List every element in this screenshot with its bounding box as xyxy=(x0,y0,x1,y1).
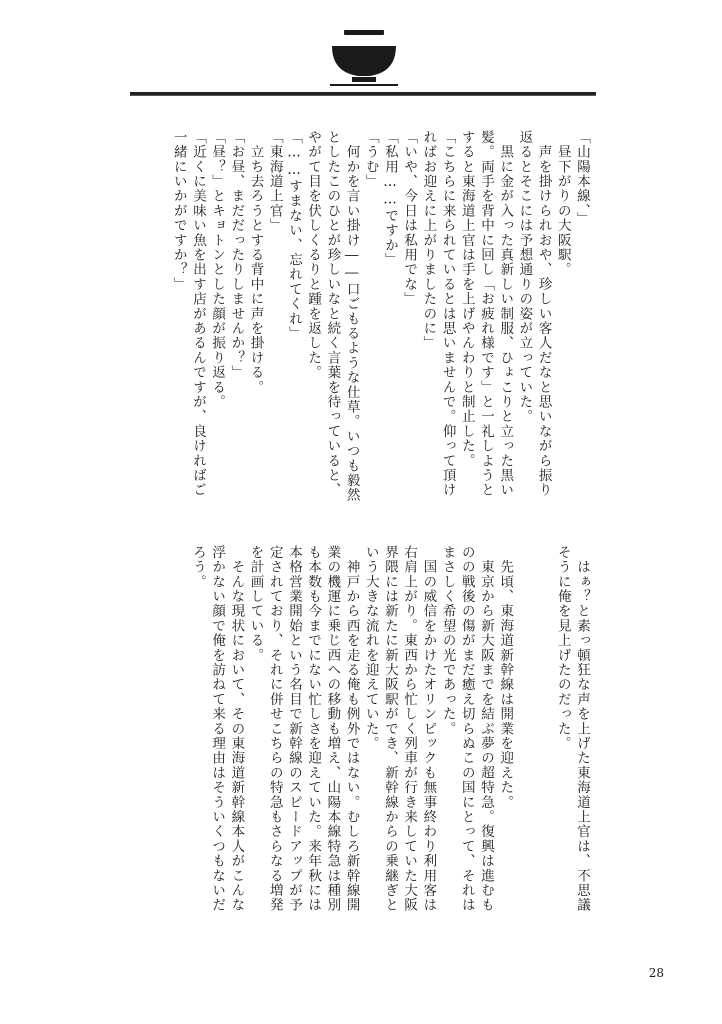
text-line: 「うむ」 xyxy=(362,130,379,189)
text-line: 本格営業開始という名目で新幹線のスピードアップが予 xyxy=(285,545,302,913)
text-line: 右肩上がり。東西から忙しく列車が行き来していた大阪 xyxy=(401,545,418,913)
text-line: 「いや、今日は私用でな」 xyxy=(401,130,418,307)
text-line: 定されており、それに併せこちらの特急もさらなる増発 xyxy=(266,545,283,913)
text-line: としたこのひとが珍しいなと続く言葉を待っていると、 xyxy=(324,130,341,498)
text-line: 業の機運に乗じ西への移動も増え、山陽本線特急は種別 xyxy=(324,545,341,913)
text-line: 界隈には新たに新大阪駅ができ、新幹線からの乗継ぎと xyxy=(381,545,398,913)
text-line: 東京から新大阪までを結ぶ夢の超特急。復興は進むも xyxy=(477,545,494,913)
text-line: 「昼？」とキョトンとした顔が振り返る。 xyxy=(209,130,226,410)
upper-text-block xyxy=(169,130,591,510)
text-line: を計画している。 xyxy=(247,545,264,663)
lower-text-block xyxy=(188,545,591,925)
text-line: ろう。 xyxy=(189,545,206,590)
text-line: やがて目を伏しくるりと踵を返した。 xyxy=(305,130,322,380)
text-line: 「近くに美味い魚を出す店があるんですが、良ければご xyxy=(189,130,206,498)
text-line: 一緒にいかがですか？」 xyxy=(170,130,187,292)
bowl-icon xyxy=(330,28,398,88)
text-line: 返るとそこには予想通りの姿が立っていた。 xyxy=(516,130,533,424)
text-line: 「私用……ですか」 xyxy=(381,130,398,268)
text-line: 「山陽本線、」 xyxy=(574,130,590,227)
text-line xyxy=(514,545,533,925)
text-line: 神戸から西を走る俺も例外ではない。むしろ新幹線開 xyxy=(343,545,360,913)
text-line: 声を掛けられおや、珍しい客人だなと思いながら振り xyxy=(535,130,552,498)
text-line: 国の威信をかけたオリンピックも無事終わり利用客は xyxy=(420,545,437,913)
page-number: 28 xyxy=(648,966,664,980)
text-line: 「こちらに来られているとは思いませんで。仰って頂け xyxy=(439,130,456,498)
text-line: そうに俺を見上げたのだった。 xyxy=(554,545,571,751)
text-line: すると東海道上官は手を上げやんわりと制止した。 xyxy=(458,130,475,469)
text-line: 髪。両手を背中に回し「お疲れ様です」と一礼しようと xyxy=(477,130,494,498)
text-line: そんな現状において、その東海道新幹線本人がこんな xyxy=(228,545,245,913)
text-line: も本数も今までにない忙しさを迎えていた。来年秋には xyxy=(305,545,322,913)
text-line: まさしく希望の光であった。 xyxy=(439,545,456,737)
text-line: 「……すまない、忘れてくれ」 xyxy=(285,130,302,341)
text-line: 昼下がりの大阪駅。 xyxy=(554,130,571,277)
text-line: いう大きな流れを迎えていた。 xyxy=(362,545,379,751)
text-line: のの戦後の傷がまだ癒え切らぬこの国にとって、それは xyxy=(458,545,475,913)
text-line: 「東海道上官」 xyxy=(266,130,283,233)
text-line xyxy=(533,545,552,925)
text-line: 「お昼、まだだったりしませんか？」 xyxy=(228,130,245,380)
text-line: ればお迎えに上がりましたのに」 xyxy=(420,130,437,351)
text-line: 何かを言い掛け――口ごもるような仕草。いつも毅然 xyxy=(343,130,360,503)
text-line: 浮かない顔で俺を訪ねて来る理由はそういくつもないだ xyxy=(209,545,226,913)
text-line: 黒に金が入った真新しい制服、ひょこりと立った黒い xyxy=(497,130,514,498)
text-line: 立ち去ろうとする背中に声を掛ける。 xyxy=(247,130,264,395)
header-rule xyxy=(130,92,596,96)
text-line: はぁ？と素っ頓狂な声を上げた東海道上官は、不思議 xyxy=(574,545,590,913)
text-line: 先頃、東海道新幹線は開業を迎えた。 xyxy=(497,545,514,810)
